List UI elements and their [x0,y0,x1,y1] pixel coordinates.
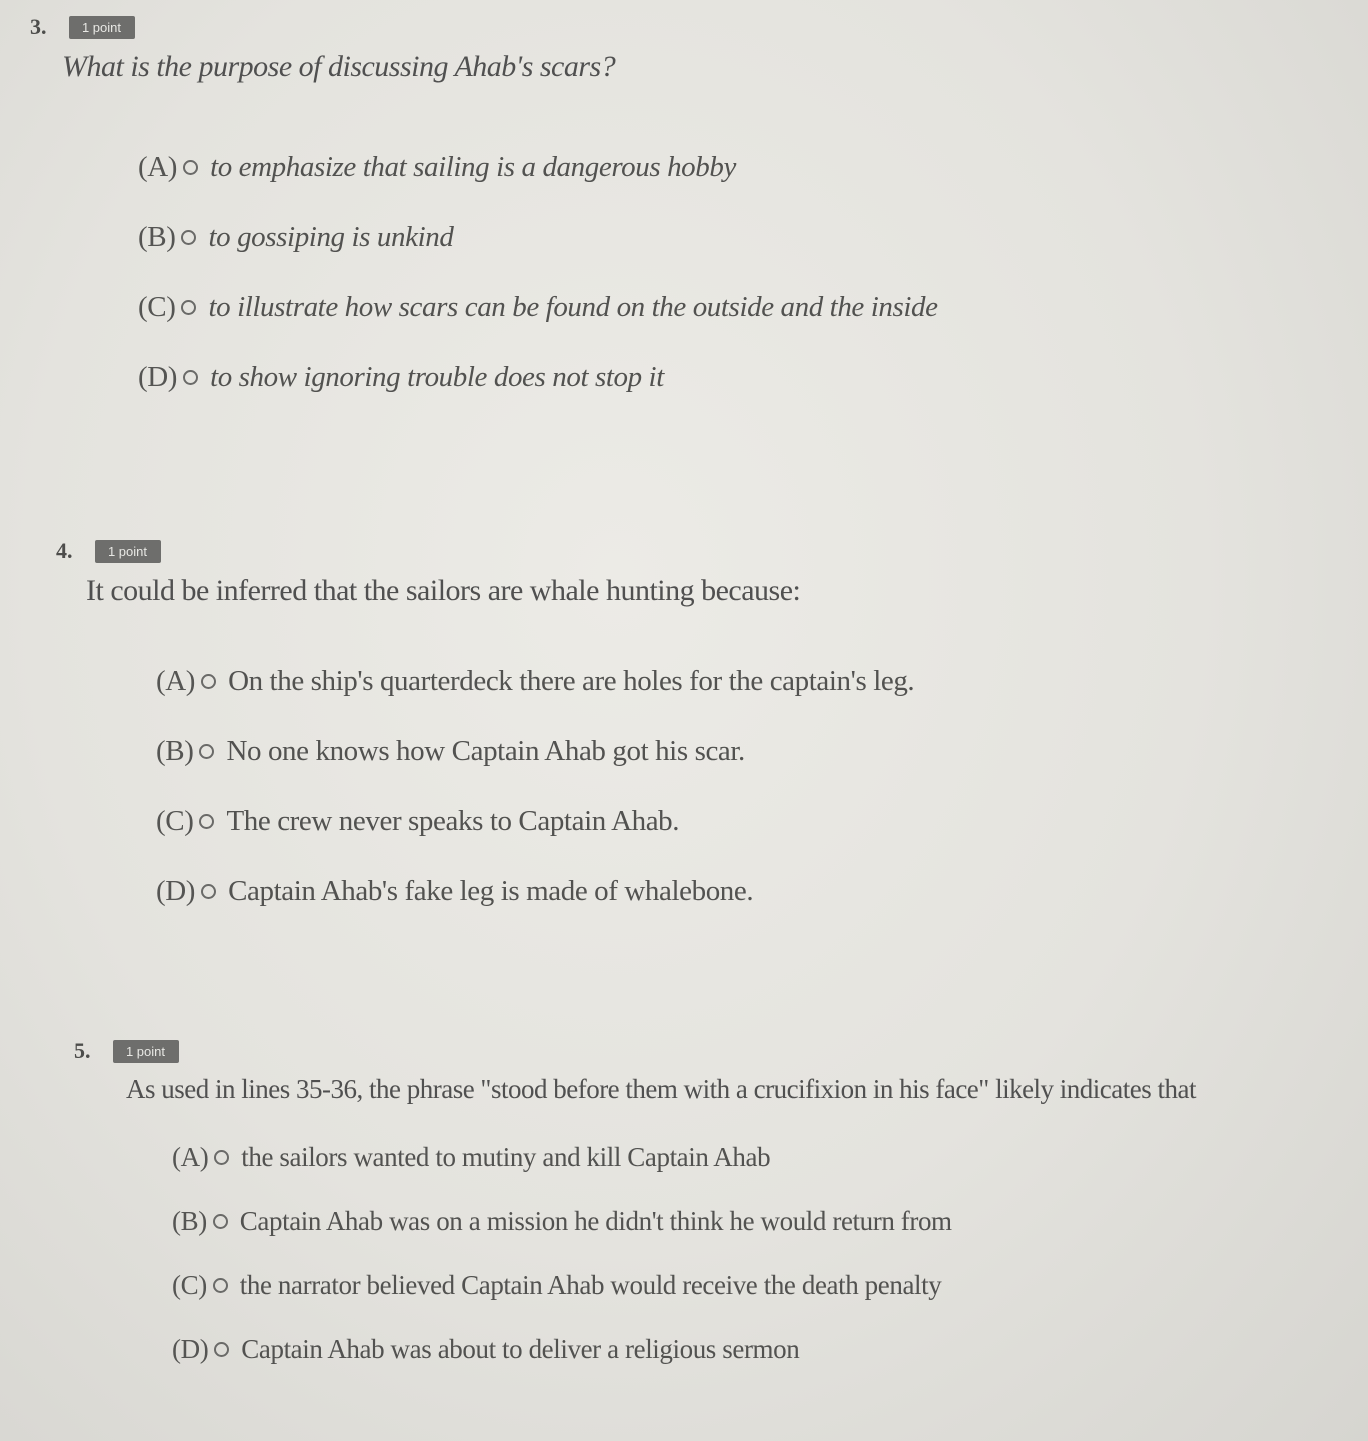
option-letter: (B) [172,1205,207,1236]
points-badge: 1 point [69,16,135,39]
radio-button[interactable] [181,300,196,315]
option-text: Captain Ahab was on a mission he didn't think he would return from [239,1205,952,1236]
option-letter: (A) [172,1141,209,1172]
radio-button[interactable] [199,744,214,759]
option-letter: (D) [156,874,196,907]
option-d[interactable] [172,1317,1196,1381]
question-prompt: As used in lines 35-36, the phrase "stood before them with a crucifixion in his face" likely indicates that [126,1074,1197,1104]
option-c[interactable] [172,1253,1196,1317]
radio-button[interactable] [183,160,198,175]
option-d[interactable] [156,856,914,926]
question-header [30,14,938,40]
option-text: the sailors wanted to mutiny and kill Captain Ahab [241,1141,771,1172]
question-header [56,538,914,564]
question-3 [30,14,938,412]
question-5 [74,1038,1196,1381]
points-badge: 1 point [113,1040,179,1063]
option-b[interactable] [172,1189,1196,1253]
radio-button[interactable] [183,370,198,385]
option-text: On the ship's quarterdeck there are holes for the captain's leg. [228,664,915,697]
option-letter: (D) [138,360,178,393]
option-text: Captain Ahab was about to deliver a religious sermon [241,1333,800,1364]
option-letter: (B) [138,220,176,253]
radio-button[interactable] [181,230,196,245]
radio-button[interactable] [214,1150,229,1165]
option-b[interactable] [138,202,938,272]
answer-options [138,132,938,412]
option-letter: (D) [172,1333,209,1364]
option-letter: (C) [172,1269,207,1300]
radio-button[interactable] [213,1214,228,1229]
question-prompt: What is the purpose of discussing Ahab's scars? [62,50,616,83]
option-d[interactable] [138,342,938,412]
option-letter: (A) [156,664,196,697]
option-letter: (A) [138,150,178,183]
option-text: to emphasize that sailing is a dangerous hobby [210,150,736,183]
question-number: 4. [56,538,73,563]
option-text: to illustrate how scars can be found on the outside and the inside [208,290,938,323]
radio-button[interactable] [201,884,216,899]
option-a[interactable] [156,646,914,716]
option-letter: (C) [138,290,176,323]
option-text: The crew never speaks to Captain Ahab. [226,804,680,837]
option-text: No one knows how Captain Ahab got his scar. [226,734,745,767]
radio-button[interactable] [213,1278,228,1293]
question-number: 5. [74,1038,91,1063]
radio-button[interactable] [214,1342,229,1357]
question-4 [56,538,914,926]
radio-button[interactable] [199,814,214,829]
answer-options [156,646,914,926]
question-number: 3. [30,14,47,39]
option-text: Captain Ahab's fake leg is made of whalebone. [228,874,754,907]
option-a[interactable] [138,132,938,202]
option-letter: (C) [156,804,194,837]
question-header [74,1038,1196,1064]
option-c[interactable] [138,272,938,342]
points-badge: 1 point [95,540,161,563]
option-c[interactable] [156,786,914,856]
option-a[interactable] [172,1125,1196,1189]
question-prompt: It could be inferred that the sailors are whale hunting because: [86,574,801,607]
option-b[interactable] [156,716,914,786]
radio-button[interactable] [201,674,216,689]
option-text: the narrator believed Captain Ahab would receive the death penalty [239,1269,942,1300]
option-text: to gossiping is unkind [208,220,454,253]
option-text: to show ignoring trouble does not stop it [210,360,664,393]
answer-options [172,1125,1196,1381]
option-letter: (B) [156,734,194,767]
